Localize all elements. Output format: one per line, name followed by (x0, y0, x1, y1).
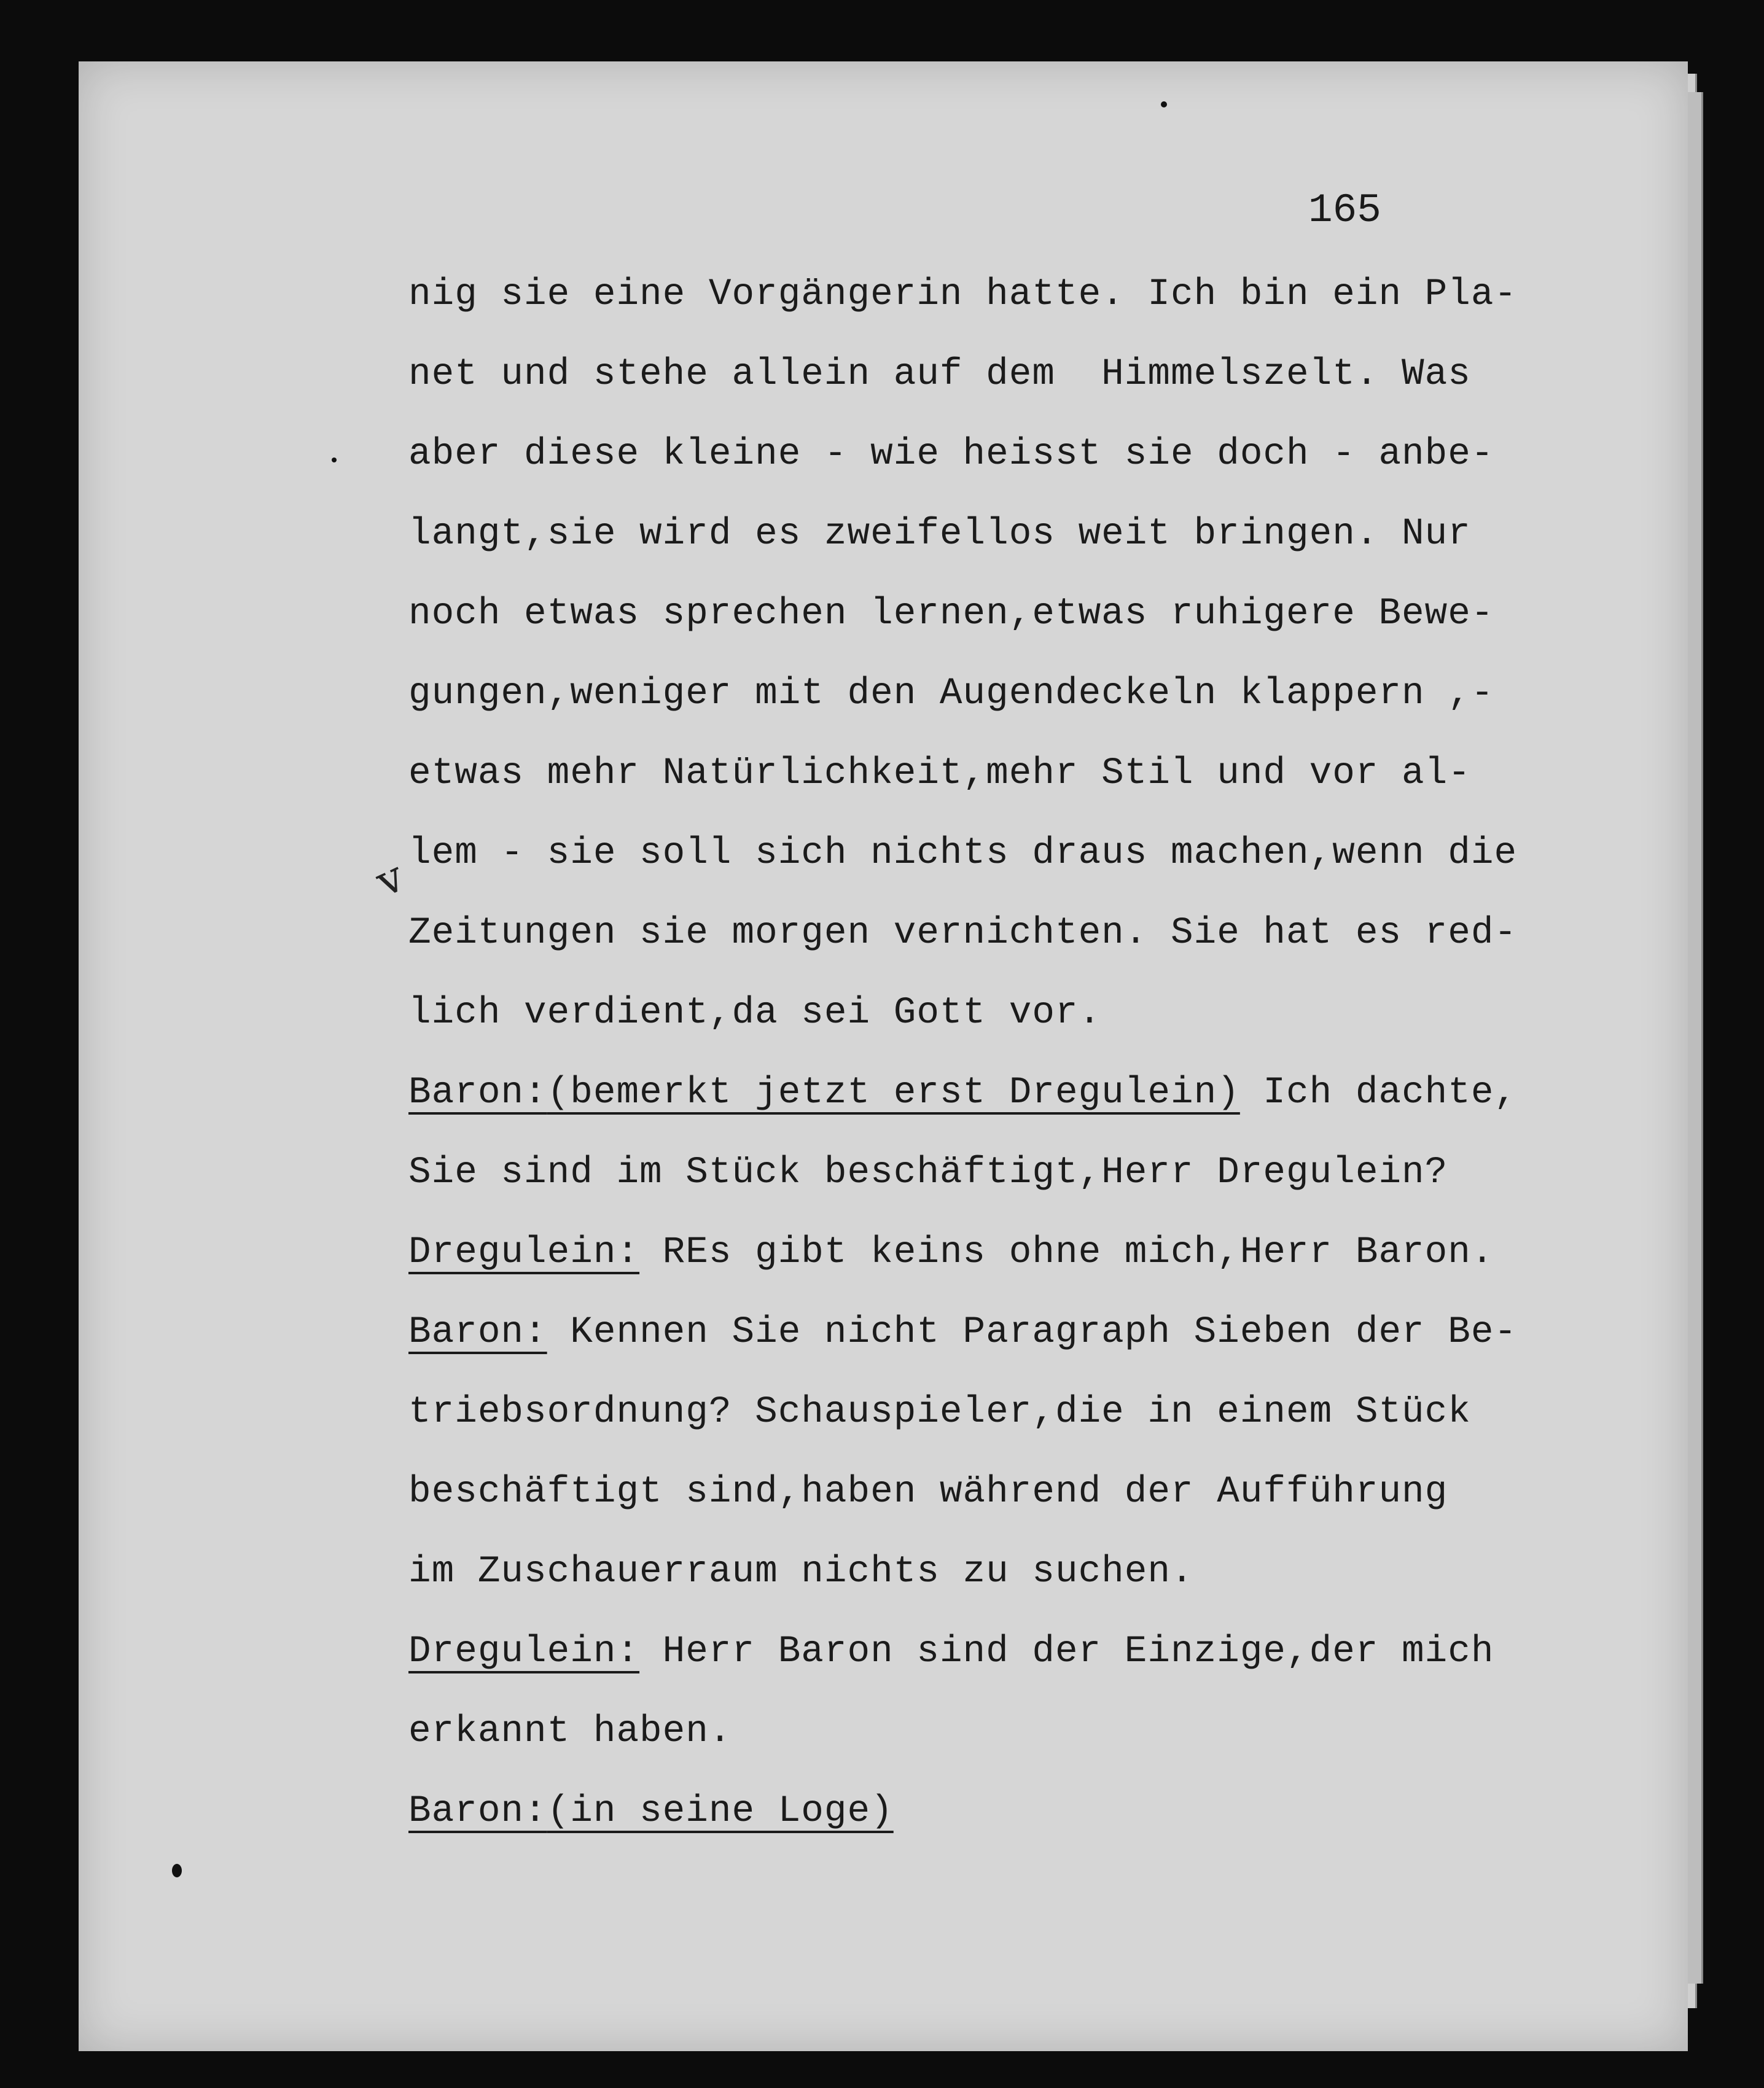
text-line: lich verdient,da sei Gott vor. (408, 992, 1102, 1034)
dialogue-line (408, 1692, 1612, 1772)
ink-speck (332, 458, 337, 462)
page-number: 165 (1308, 187, 1381, 233)
document-body (408, 255, 1612, 1852)
dialogue-line (408, 1293, 1612, 1373)
dialogue-text: Kennen Sie nicht Paragraph Sieben der Be- (547, 1311, 1518, 1354)
dialogue-line (408, 1133, 1612, 1213)
text-line: langt,sie wird es zweifellos weit bringen. Nur (408, 513, 1471, 555)
dialogue-text: Sie sind im Stück beschäftigt,Herr Dregulein? (408, 1151, 1448, 1194)
text-line: etwas mehr Natürlichkeit,mehr Stil und vor al- (408, 752, 1471, 795)
text-line: net und stehe allein auf dem Himmelszelt. Was (408, 353, 1471, 395)
dialogue-text: Herr Baron sind der Einzige,der mich (639, 1630, 1494, 1673)
speaker-name: Dregulein: (408, 1231, 640, 1274)
stage-direction: (bemerkt jetzt erst Dregulein) (547, 1072, 1240, 1114)
dialogue-line (408, 1772, 1612, 1852)
text-line: lem - sie soll sich nichts draus machen,wenn die (408, 832, 1518, 875)
dialogue-text: triebsordnung? Schauspieler,die in einem Stück (408, 1391, 1471, 1433)
dialogue-line (408, 1612, 1612, 1692)
dialogue-line (408, 1213, 1612, 1293)
speaker-name: Dregulein: (408, 1630, 640, 1673)
dialogue-text: Ich dachte, (1239, 1072, 1518, 1114)
dialogue-text: erkannt haben. (408, 1710, 732, 1753)
text-line: noch etwas sprechen lernen,etwas ruhigere Bewe- (408, 593, 1494, 635)
dialogue-line (408, 1053, 1612, 1133)
dialogue-block (408, 1053, 1612, 1852)
speaker-name: Baron: (408, 1072, 547, 1114)
text-line: nig sie eine Vorgängerin hatte. Ich bin ein Pla- (408, 273, 1518, 316)
dialogue-line (408, 1452, 1612, 1532)
speaker-name: Baron: (408, 1311, 547, 1354)
dialogue-line (408, 1373, 1612, 1452)
speaker-name: Baron: (408, 1790, 547, 1833)
ink-speck (172, 1864, 182, 1877)
text-line: aber diese kleine - wie heisst sie doch - anbe- (408, 433, 1494, 475)
ink-speck (1161, 101, 1167, 107)
dialogue-text: REs gibt keins ohne mich,Herr Baron. (639, 1231, 1494, 1274)
margin-mark: v (368, 851, 412, 907)
dialogue-line (408, 1532, 1612, 1612)
dialogue-text: im Zuschauerraum nichts zu suchen. (408, 1551, 1194, 1593)
text-line: gungen,weniger mit den Augendeckeln klappern ,- (408, 672, 1494, 715)
text-line: Zeitungen sie morgen vernichten. Sie hat es red- (408, 912, 1518, 954)
dialogue-text: beschäftigt sind,haben während der Aufführung (408, 1471, 1448, 1513)
stage-direction: (in seine Loge) (547, 1790, 894, 1833)
narrative-block (408, 255, 1612, 1053)
